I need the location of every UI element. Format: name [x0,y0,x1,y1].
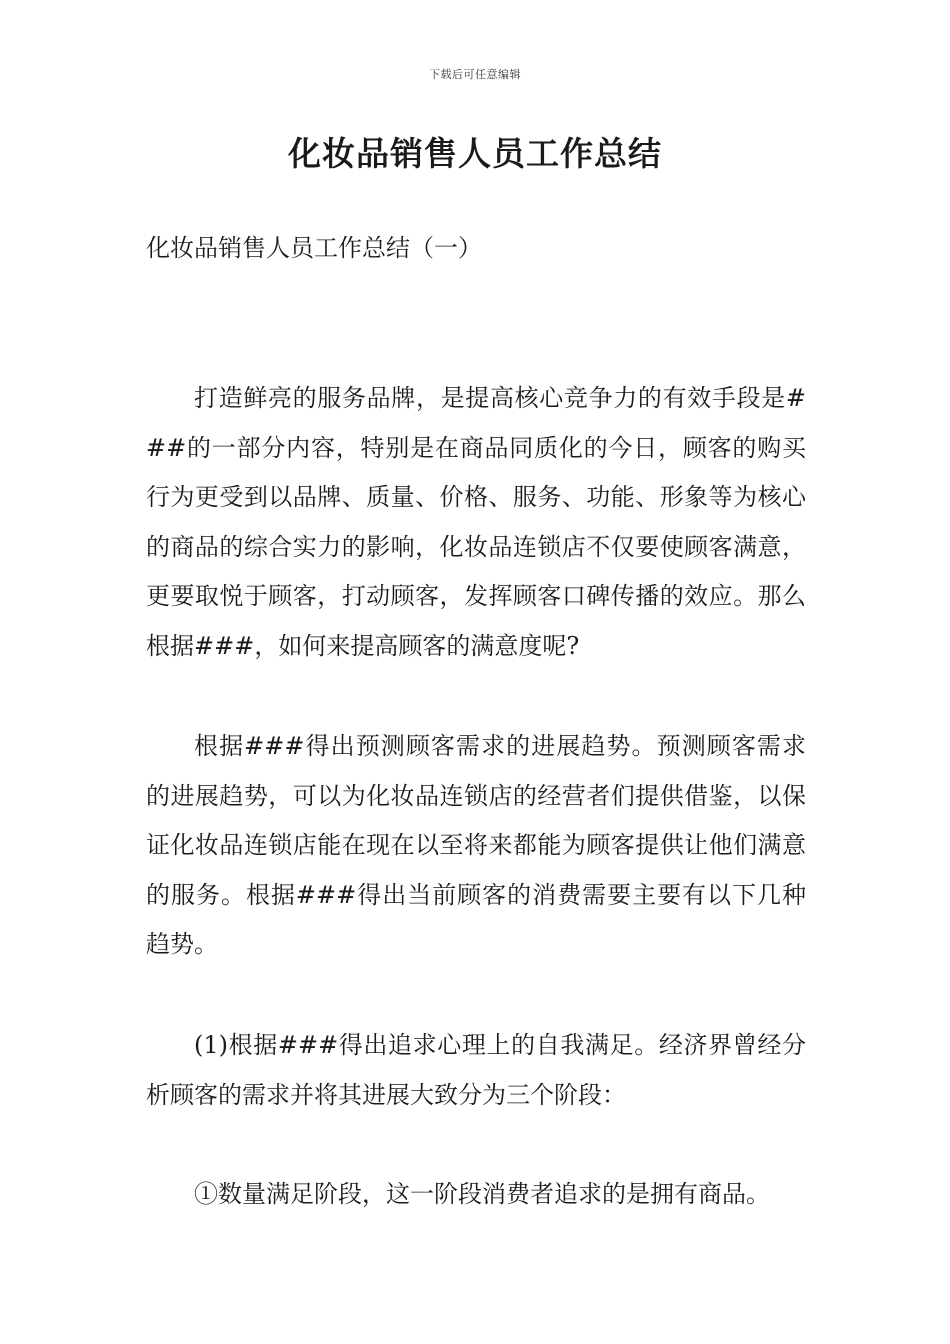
document-title: 化妆品销售人员工作总结 [288,134,662,173]
paragraph: 打造鲜亮的服务品牌，是提高核心竞争力的有效手段是###的一部分内容，特别是在商品同质化的今日，顾客的购买行为更受到以品牌、质量、价格、服务、功能、形象等为核心的商品的综合实力的影响，化妆品连锁店不仅要使顾客满意，更要取悦于顾客，打动顾客，发挥顾客口碑传播的效应。那么根据###，如何来提高顾客的满意度呢? [146,384,806,660]
paragraph: ①数量满足阶段，这一阶段消费者追求的是拥有商品。 [194,1180,770,1208]
paragraph: (1)根据###得出追求心理上的自我满足。经济界曾经分析顾客的需求并将其进展大致分为三个阶段： [146,1031,806,1109]
paragraph: 根据###得出预测顾客需求的进展趋势。预测顾客需求的进展趋势，可以为化妆品连锁店的经营者们提供借鉴，以保证化妆品连锁店能在现在以至将来都能为顾客提供让他们满意的服务。根据###得出当前顾客的消费需要主要有以下几种趋势。 [146,732,806,958]
document-subtitle: 化妆品销售人员工作总结（一） [146,234,482,262]
page-header-note: 下载后可任意编辑 [429,68,521,81]
